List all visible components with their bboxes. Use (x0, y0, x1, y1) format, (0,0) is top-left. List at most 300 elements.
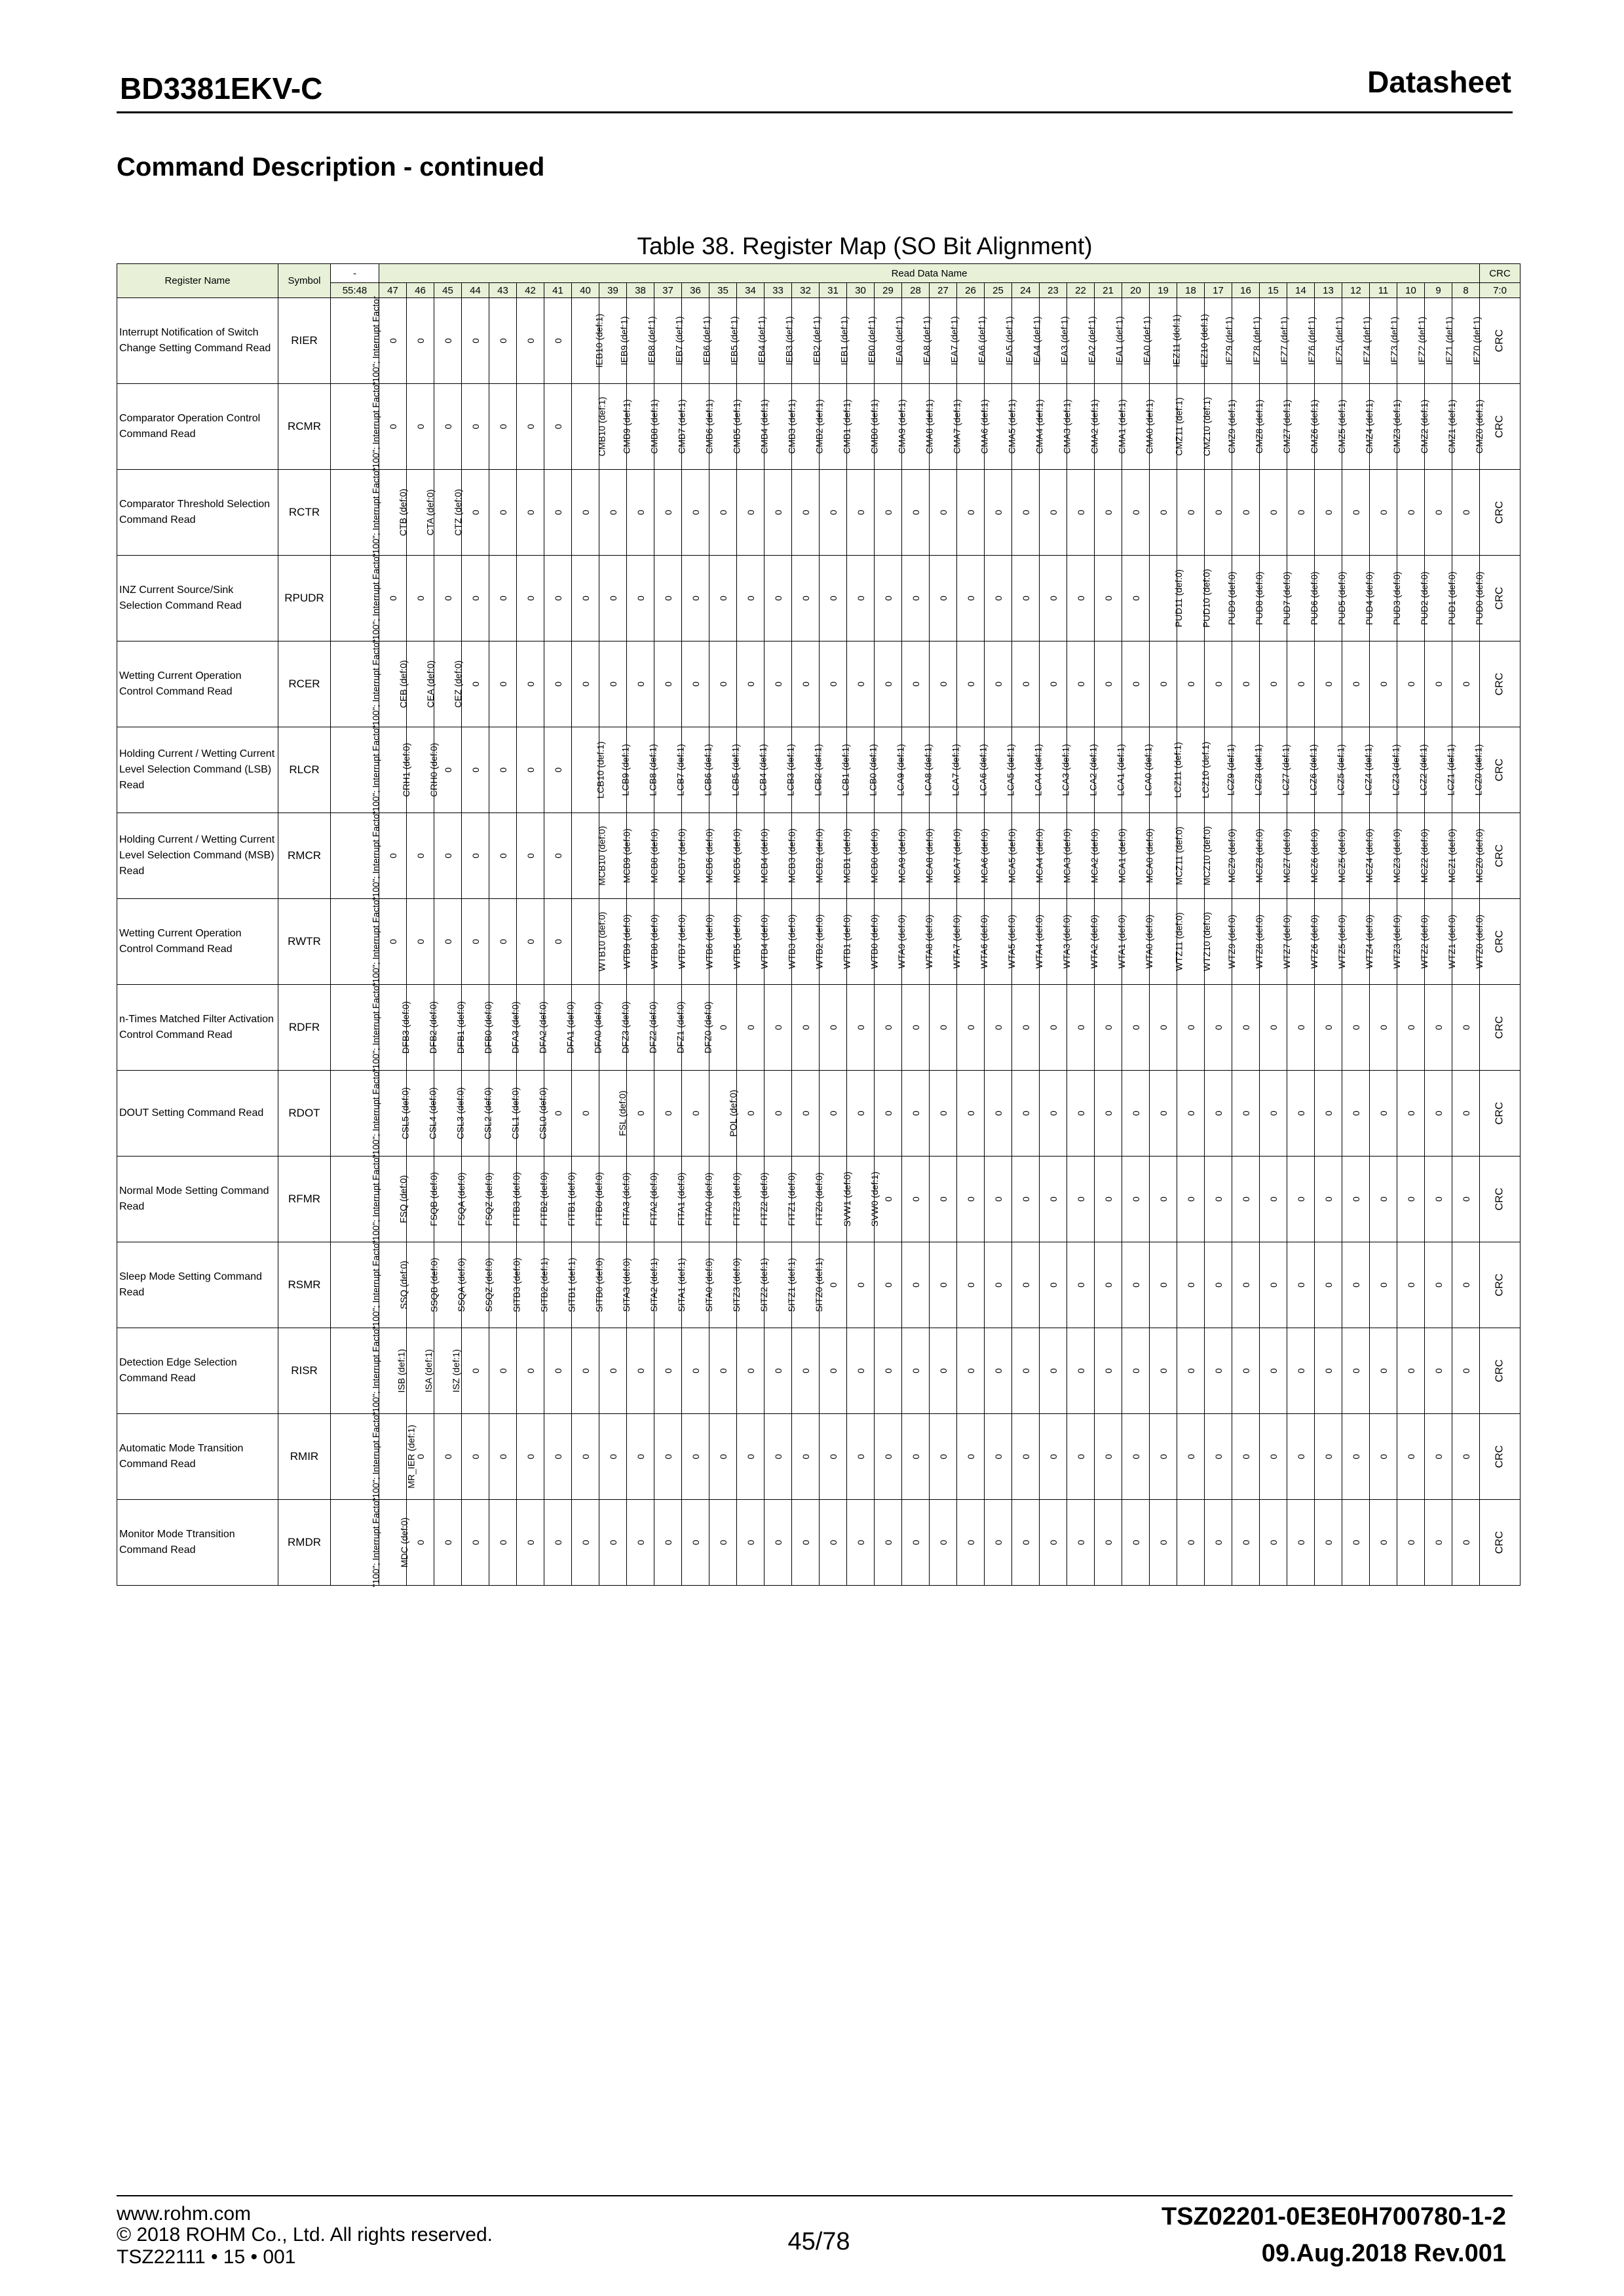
bit-value: 0 (965, 1025, 976, 1030)
bit-number: 39 (599, 283, 627, 298)
bit-value: 0 (800, 1025, 811, 1030)
bit-value: 0 (1020, 596, 1031, 601)
bit-value: 0 (965, 1111, 976, 1116)
bit-cell (1040, 1500, 1067, 1586)
bit-value: 0 (1075, 1196, 1086, 1202)
bit-cell (1425, 641, 1452, 727)
bit-cell (792, 470, 820, 556)
register-symbol: RCER (278, 641, 331, 727)
bit-cell (1342, 985, 1370, 1071)
bit-cell (1315, 1500, 1342, 1586)
bit-value: 0 (552, 853, 563, 858)
bit-cell (820, 470, 847, 556)
bit-cell (765, 727, 796, 813)
register-name: Comparator Threshold Selection Command Read (117, 470, 278, 556)
bit-value: 0 (1378, 1282, 1389, 1288)
bit-value: 0 (635, 1111, 646, 1116)
bit-cell (1452, 1071, 1480, 1157)
bit-cell (765, 985, 792, 1071)
bit-value: 0 (800, 1368, 811, 1373)
bit-value: 0 (470, 939, 481, 944)
bit-cell (1012, 298, 1040, 384)
bit-cell (820, 727, 851, 813)
crc-cell (1480, 641, 1520, 727)
bit-value: 0 (1048, 1111, 1059, 1116)
interrupt-factor-cell (331, 298, 379, 384)
bit-cell (407, 813, 434, 899)
bit-value: IEA7 (def:1) (949, 316, 960, 366)
bit-cell (737, 1071, 765, 1157)
bit-value: 0 (1433, 1368, 1444, 1373)
bit-cell (1315, 1242, 1342, 1328)
bit-value: 0 (525, 1540, 536, 1545)
bit-cell (957, 470, 985, 556)
bit-cell (517, 1414, 544, 1500)
bit-cell (1040, 470, 1067, 556)
bit-cell (434, 1071, 466, 1157)
bit-number: 47 (379, 283, 407, 298)
bit-cell (1232, 1414, 1260, 1500)
bit-cell (654, 1414, 682, 1500)
bit-value: 0 (827, 1368, 839, 1373)
bit-value: 0 (1185, 681, 1196, 687)
interrupt-factor-cell (331, 1497, 381, 1588)
bit-value: 0 (442, 767, 453, 773)
bit-cell (572, 1414, 599, 1500)
bit-value: 0 (1350, 681, 1361, 687)
bit-cell (654, 556, 682, 641)
bit-value: 0 (1185, 1368, 1196, 1373)
bit-value: 0 (745, 681, 756, 687)
bit-cell (1067, 1414, 1095, 1500)
bit-cell (1370, 1414, 1397, 1500)
col-dash: - (331, 264, 379, 283)
bit-value: SITA1 (def:1) (676, 1257, 687, 1312)
bit-value: WTA0 (def:0) (1144, 914, 1155, 969)
bit-cell (572, 985, 603, 1071)
bit-cell (434, 1500, 462, 1586)
bit-value: 0 (580, 596, 591, 601)
bit-value: 0 (662, 1111, 673, 1116)
bit-cell (462, 384, 489, 470)
bit-cell (1425, 985, 1452, 1071)
bit-cell (1067, 470, 1095, 556)
bit-number: 45 (434, 283, 462, 298)
interrupt-factor-label: "100"; Interrupt Factor (370, 1154, 381, 1244)
register-name: Sleep Mode Setting Command Read (117, 1242, 278, 1328)
bit-cell (627, 727, 658, 813)
bit-value: IEA6 (def:1) (976, 316, 987, 366)
interrupt-factor-cell (331, 1411, 381, 1502)
crc-cell (1480, 1328, 1520, 1414)
bit-cell (489, 384, 517, 470)
bit-value: 0 (387, 338, 398, 343)
bit-cell (627, 641, 654, 727)
bit-cell (1397, 1328, 1425, 1414)
bit-value: CMA4 (def:1) (1034, 399, 1045, 454)
bit-cell (1122, 556, 1150, 641)
bit-value: 0 (1460, 510, 1471, 515)
bit-value: DFA1 (def:0) (565, 1001, 576, 1054)
bit-cell (1315, 298, 1342, 384)
bit-value: 0 (415, 1454, 426, 1459)
bit-cell (930, 641, 957, 727)
bit-value: 0 (937, 1454, 949, 1459)
bit-value: 0 (387, 596, 398, 601)
bit-cell (572, 641, 599, 727)
bit-value: LCZ2 (def:1) (1418, 744, 1429, 796)
bit-cell (1012, 1157, 1040, 1242)
bit-cell (544, 470, 572, 556)
bit-value: MCB10 (def:0) (596, 826, 607, 886)
interrupt-factor-cell (331, 381, 381, 472)
bit-cell (985, 1242, 1012, 1328)
bit-cell (765, 1071, 792, 1157)
bit-value: 0 (1075, 1368, 1086, 1373)
bit-value: CMZ10 (def:1) (1201, 396, 1213, 457)
bit-cell (1012, 1242, 1040, 1328)
crc-cell (1480, 813, 1520, 899)
bit-value: 0 (745, 510, 756, 515)
bit-value: 0 (1433, 1196, 1444, 1202)
table-row (117, 1414, 1520, 1500)
bit-value: 0 (442, 939, 453, 944)
bit-value: CRH1 (def:0) (401, 742, 412, 797)
bit-value: FSQZ (def:0) (483, 1172, 494, 1226)
bit-number: 21 (1095, 283, 1122, 298)
bit-cell (489, 1328, 517, 1414)
bit-value: 0 (1103, 1282, 1114, 1288)
bit-value: WTZ10 (def:0) (1201, 911, 1213, 972)
bit-cell (709, 1328, 737, 1414)
bit-value: LCB7 (def:1) (675, 744, 686, 796)
bit-cell (379, 384, 407, 470)
bit-cell (765, 298, 795, 384)
bit-cell (1370, 1071, 1397, 1157)
bit-value: 0 (497, 853, 508, 858)
bit-cell (1315, 641, 1342, 727)
bit-value: IEA9 (def:1) (894, 316, 905, 366)
bit-cell (654, 1500, 682, 1586)
bit-value: LCZ0 (def:1) (1473, 744, 1484, 796)
bit-value: 0 (1295, 510, 1306, 515)
bit-value: 0 (497, 424, 508, 429)
bit-value: DFB0 (def:0) (483, 1001, 494, 1054)
bit-value: SITB2 (def:1) (538, 1257, 550, 1312)
bit-number: 27 (930, 283, 957, 298)
bit-value: WTB2 (def:0) (814, 914, 825, 969)
bit-cell (875, 641, 902, 727)
bit-value: 0 (662, 510, 673, 515)
bit-cell (737, 298, 765, 384)
bit-value: 0 (1130, 1540, 1141, 1545)
bit-value: ISA (def:1) (423, 1349, 434, 1393)
bit-value: 0 (497, 767, 508, 773)
bit-value: LCB0 (def:1) (867, 744, 878, 796)
bit-value: WTB9 (def:0) (621, 914, 632, 969)
bit-value: WTA7 (def:0) (951, 914, 962, 969)
bit-value: 0 (1048, 681, 1059, 687)
bit-value: 0 (1405, 681, 1416, 687)
bit-value: 0 (800, 596, 811, 601)
bit-cell (1287, 1414, 1315, 1500)
bit-value: 0 (827, 1454, 839, 1459)
interrupt-factor-label: "100"; Interrupt Factor (370, 1497, 381, 1588)
bit-cell (1095, 556, 1122, 641)
bit-value: 0 (1020, 1111, 1031, 1116)
interrupt-factor-cell (331, 813, 379, 899)
bit-cell (1370, 1328, 1397, 1414)
bit-value: SSQZ (def:0) (483, 1257, 495, 1312)
interrupt-factor-label: "100"; Interrupt Factor (370, 1240, 381, 1330)
bit-value: 0 (965, 510, 976, 515)
bit-value: DFB3 (def:0) (400, 1001, 411, 1054)
bit-value: LCB1 (def:1) (840, 744, 851, 796)
bit-cell (379, 727, 412, 813)
bit-value: CTB (def:0) (398, 488, 409, 537)
bit-value: 0 (690, 596, 701, 601)
bit-cell (682, 556, 709, 641)
bit-value: 0 (442, 424, 453, 429)
bit-cell (1397, 298, 1425, 384)
bit-value: 0 (717, 681, 728, 687)
bit-cell (1397, 1500, 1425, 1586)
bit-cell (1287, 1242, 1315, 1328)
bit-value: 0 (470, 681, 481, 687)
bit-cell (765, 641, 792, 727)
bit-value: PUD0 (def:0) (1473, 571, 1484, 625)
bit-value: 0 (470, 767, 481, 773)
bit-cell (1452, 727, 1484, 813)
bit-cell (1315, 985, 1342, 1071)
bit-value: MCZ6 (def:0) (1309, 828, 1320, 883)
crc-cell (1480, 1500, 1520, 1586)
bit-value: 0 (1405, 1025, 1416, 1030)
bit-cell (847, 298, 875, 384)
bit-value: LCZ3 (def:1) (1390, 744, 1401, 796)
bit-value: 0 (910, 1196, 921, 1202)
bit-value: 0 (1323, 681, 1334, 687)
bit-value: CMB10 (def:1) (596, 396, 607, 457)
bit-value: 0 (1240, 1196, 1251, 1202)
bit-value: 0 (1405, 1454, 1416, 1459)
bit-value: LCZ1 (def:1) (1445, 744, 1456, 796)
bit-value: 0 (937, 1282, 949, 1288)
bit-cell (1122, 1242, 1150, 1328)
bit-cell (1095, 1071, 1122, 1157)
bit-cell (1012, 985, 1040, 1071)
bit-value: 0 (690, 1454, 701, 1459)
bit-cell (682, 1414, 709, 1500)
bit-cell (1150, 470, 1177, 556)
bit-cell (737, 985, 765, 1071)
bit-cell (1177, 1414, 1205, 1500)
table-row (117, 556, 1520, 641)
bit-value: MCA2 (def:0) (1089, 828, 1100, 883)
bit-value: IEA4 (def:1) (1031, 316, 1042, 366)
bit-value: 0 (1075, 1282, 1086, 1288)
bit-value: FSL (def:0) (616, 1090, 628, 1136)
bit-value: 0 (1130, 1282, 1141, 1288)
bit-cell (1095, 641, 1122, 727)
register-name: Interrupt Notification of Switch Change Setting Command Read (117, 298, 278, 384)
bit-value: 0 (1048, 1282, 1059, 1288)
interrupt-factor-cell (331, 896, 381, 987)
bit-value: 0 (855, 1454, 866, 1459)
bit-cell (1122, 1414, 1150, 1500)
bit-cell (1122, 641, 1150, 727)
bit-value: 0 (1378, 681, 1389, 687)
bit-cell (379, 298, 407, 384)
bit-value: IEB9 (def:1) (618, 316, 630, 366)
bit-value: 0 (1350, 510, 1361, 515)
bit-number: 14 (1287, 283, 1315, 298)
bit-value: IEB2 (def:1) (811, 316, 822, 366)
bit-value: 0 (937, 596, 949, 601)
bit-cell (1260, 727, 1291, 813)
bit-value: 0 (1350, 1368, 1361, 1373)
bit-value: 0 (855, 510, 866, 515)
bit-cell (379, 1328, 407, 1414)
bit-cell (1150, 1242, 1177, 1328)
bit-value: 0 (1295, 1111, 1306, 1116)
bit-value: 0 (470, 338, 481, 343)
bit-value: 0 (800, 510, 811, 515)
table-row (117, 1242, 1520, 1328)
bit-value: 0 (1240, 1540, 1251, 1545)
bit-cell (627, 985, 658, 1071)
bit-value: 0 (992, 1196, 1004, 1202)
bit-value: MCA0 (def:0) (1144, 828, 1155, 883)
bit-value: DFZ0 (def:0) (702, 1001, 713, 1054)
bit-cell (1177, 1328, 1205, 1414)
bit-value: 0 (772, 681, 784, 687)
bit-value: 0 (910, 1454, 921, 1459)
bit-number: 43 (489, 283, 517, 298)
bit-value: 0 (1323, 1025, 1334, 1030)
bit-cell (1452, 1414, 1480, 1500)
register-name: Detection Edge Selection Command Read (117, 1328, 278, 1414)
bit-cell (902, 1414, 930, 1500)
bit-value: 0 (1130, 1025, 1141, 1030)
bit-cell (462, 813, 489, 899)
bit-value: IEA0 (def:1) (1141, 316, 1152, 366)
bit-value: 0 (470, 510, 481, 515)
bit-cell (1370, 1242, 1397, 1328)
bit-cell (902, 556, 930, 641)
bit-value: 0 (497, 338, 508, 343)
bit-cell (1067, 1500, 1095, 1586)
bit-cell (682, 470, 709, 556)
bit-value: WTZ2 (def:0) (1419, 914, 1430, 969)
register-name: Wetting Current Operation Control Command Read (117, 899, 278, 985)
bit-value: 0 (1323, 510, 1334, 515)
crc-cell (1480, 985, 1520, 1071)
bit-value: 0 (525, 681, 536, 687)
bit-value: DFZ1 (def:0) (675, 1001, 686, 1054)
bit-value: FITZ3 (def:0) (730, 1172, 742, 1226)
bit-value: 0 (1213, 1196, 1224, 1202)
bit-value: 0 (552, 1540, 563, 1545)
bit-value: SITZ1 (def:1) (786, 1257, 797, 1312)
bit-value: 0 (1460, 1282, 1471, 1288)
bit-cell (1205, 1414, 1232, 1500)
bit-cell (1425, 1071, 1452, 1157)
bit-number: 41 (544, 283, 572, 298)
bit-value: 0 (1350, 1196, 1361, 1202)
bit-value: 0 (717, 1025, 728, 1030)
bit-cell (902, 1242, 930, 1328)
bit-value: LCB4 (def:1) (757, 744, 768, 796)
bit-value: SITA3 (def:0) (621, 1257, 632, 1312)
bit-value: 0 (772, 1540, 784, 1545)
bit-cell (544, 1500, 572, 1586)
bit-value: 0 (1268, 1454, 1279, 1459)
bit-value: DFZ3 (def:0) (620, 1001, 631, 1054)
bit-value: 0 (717, 1454, 728, 1459)
bit-value: CMB4 (def:1) (759, 399, 770, 454)
bit-cell (1122, 298, 1150, 384)
bit-cell (930, 1157, 957, 1242)
bit-value: PUD2 (def:0) (1418, 571, 1429, 625)
bit-value: SITB3 (def:0) (511, 1257, 522, 1312)
crc-label: CRC (1494, 1445, 1505, 1468)
bit-value: 0 (1323, 1540, 1334, 1545)
bit-value: 0 (992, 681, 1004, 687)
bit-cell (875, 1414, 902, 1500)
bit-value: 0 (387, 939, 398, 944)
bit-number: 34 (737, 283, 765, 298)
bit-value: SSQ (def:0) (398, 1261, 409, 1309)
bit-cell (930, 1242, 957, 1328)
bit-value: LCZ4 (def:1) (1363, 744, 1374, 796)
bit-cell (379, 1414, 417, 1500)
bit-value: CMA7 (def:1) (951, 399, 962, 454)
bit-cell (1205, 1242, 1232, 1328)
bit-value: 0 (607, 681, 618, 687)
register-symbol: RPUDR (278, 556, 331, 641)
bit-cell (599, 1500, 627, 1586)
bit-cell (1232, 1071, 1260, 1157)
footer-copyright: © 2018 ROHM Co., Ltd. All rights reserved. (117, 2224, 493, 2246)
bit-cell (544, 298, 572, 384)
bit-cell (1150, 1414, 1177, 1500)
bit-cell (379, 1242, 407, 1328)
bit-value: 0 (882, 1282, 894, 1288)
bit-value: 0 (965, 681, 976, 687)
bit-value: 0 (855, 1540, 866, 1545)
bit-cell (765, 1414, 792, 1500)
bit-value: DFZ2 (def:0) (647, 1001, 658, 1054)
bit-value: 0 (1103, 1111, 1114, 1116)
bit-cell (1425, 298, 1452, 384)
bit-cell (379, 556, 407, 641)
bit-cell (985, 1500, 1012, 1586)
bit-cell (599, 470, 627, 556)
bit-value: 0 (1268, 510, 1279, 515)
bit-cell (1177, 985, 1205, 1071)
bit-value: 0 (1323, 1282, 1334, 1288)
part-number: BD3381EKV-C (120, 71, 323, 105)
footer-url[interactable]: www.rohm.com (117, 2203, 252, 2225)
bit-value: ISZ (def:1) (451, 1349, 462, 1393)
bit-value: 0 (1020, 1196, 1031, 1202)
bit-value: 0 (497, 1540, 508, 1545)
bit-cell (1012, 641, 1040, 727)
bit-value: 0 (470, 424, 481, 429)
crc-cell (1480, 470, 1520, 556)
bit-value: IEZ0 (def:1) (1471, 316, 1482, 365)
